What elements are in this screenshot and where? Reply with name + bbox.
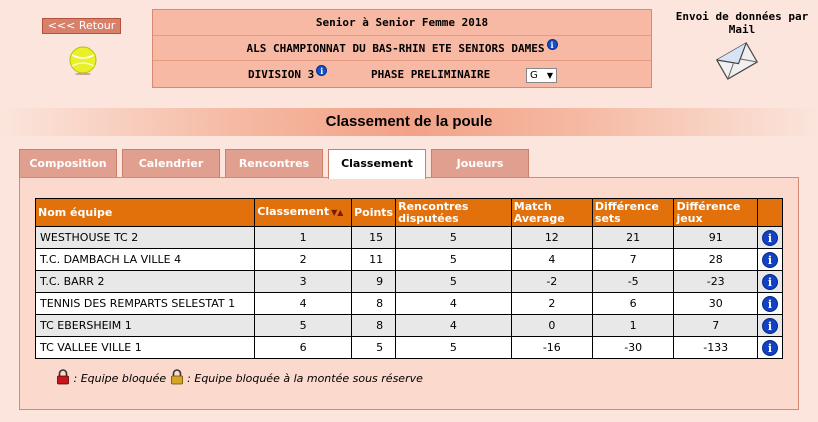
tab-calendrier[interactable]: Calendrier bbox=[122, 149, 220, 178]
sets-diff: -5 bbox=[592, 271, 674, 293]
tab-classement[interactable]: Classement bbox=[328, 149, 426, 179]
championship-name: ALS CHAMPIONNAT DU BAS-RHIN ETE SENIORS DAMES bbox=[246, 42, 545, 55]
phase-label: PHASE PRELIMINAIRE bbox=[371, 68, 491, 81]
points: 5 bbox=[352, 337, 396, 359]
section-title: Classement de la poule bbox=[0, 108, 818, 136]
sets-diff: 21 bbox=[592, 227, 674, 249]
table-row bbox=[36, 227, 783, 249]
sets-diff: 7 bbox=[592, 249, 674, 271]
match-average: 0 bbox=[511, 315, 592, 337]
header-info bbox=[757, 199, 782, 227]
match-average: -2 bbox=[511, 271, 592, 293]
legend-locked: : Equipe bloquée bbox=[73, 372, 167, 385]
played: 5 bbox=[396, 271, 512, 293]
lock-red-icon bbox=[56, 369, 70, 385]
points: 8 bbox=[352, 293, 396, 315]
match-average: 12 bbox=[511, 227, 592, 249]
table-row bbox=[36, 293, 783, 315]
team-info-icon[interactable]: i bbox=[762, 274, 778, 290]
played: 4 bbox=[396, 293, 512, 315]
tab-composition[interactable]: Composition bbox=[19, 149, 117, 178]
info-cell bbox=[757, 337, 782, 359]
info-cell bbox=[757, 249, 782, 271]
match-average: -16 bbox=[511, 337, 592, 359]
header-games-diff: Différence jeux bbox=[674, 199, 758, 227]
competition-title: Senior à Senior Femme 2018 bbox=[153, 14, 651, 36]
tab-rencontres[interactable]: Rencontres bbox=[225, 149, 323, 178]
info-cell bbox=[757, 227, 782, 249]
championship-row bbox=[153, 37, 651, 61]
team-info-icon[interactable]: i bbox=[762, 340, 778, 356]
team-name: WESTHOUSE TC 2 bbox=[36, 227, 255, 249]
played: 4 bbox=[396, 315, 512, 337]
mail-export[interactable] bbox=[672, 10, 812, 36]
table-header-row bbox=[36, 199, 783, 227]
header-played: Rencontres disputées bbox=[396, 199, 512, 227]
match-average: 4 bbox=[511, 249, 592, 271]
rank: 1 bbox=[255, 227, 352, 249]
sets-diff: 1 bbox=[592, 315, 674, 337]
sort-icon[interactable]: ▼▲ bbox=[331, 208, 344, 217]
sets-diff: 6 bbox=[592, 293, 674, 315]
games-diff: 30 bbox=[674, 293, 758, 315]
points: 9 bbox=[352, 271, 396, 293]
rank: 3 bbox=[255, 271, 352, 293]
games-diff: 28 bbox=[674, 249, 758, 271]
info-cell bbox=[757, 271, 782, 293]
legend-locked-promotion: : Equipe bloquée à la montée sous réserve bbox=[187, 372, 423, 385]
team-name: TC VALLEE VILLE 1 bbox=[36, 337, 255, 359]
points: 15 bbox=[352, 227, 396, 249]
tennis-ball-icon bbox=[68, 45, 98, 75]
games-diff: 7 bbox=[674, 315, 758, 337]
back-button[interactable]: <<< Retour bbox=[42, 18, 121, 34]
games-diff: -133 bbox=[674, 337, 758, 359]
header-sets-diff: Différence sets bbox=[592, 199, 674, 227]
info-cell bbox=[757, 315, 782, 337]
rank: 2 bbox=[255, 249, 352, 271]
rank: 6 bbox=[255, 337, 352, 359]
header-team: Nom équipe bbox=[36, 199, 255, 227]
match-average: 2 bbox=[511, 293, 592, 315]
team-info-icon[interactable]: i bbox=[762, 318, 778, 334]
division-label: DIVISION 3 i bbox=[248, 62, 327, 88]
rank: 4 bbox=[255, 293, 352, 315]
chevron-down-icon: ▼ bbox=[546, 71, 553, 80]
table-row bbox=[36, 249, 783, 271]
games-diff: 91 bbox=[674, 227, 758, 249]
team-name: TC EBERSHEIM 1 bbox=[36, 315, 255, 337]
legend bbox=[56, 369, 423, 385]
division-info-icon[interactable]: i bbox=[316, 65, 327, 76]
games-diff: -23 bbox=[674, 271, 758, 293]
mail-title: Envoi de données par Mail bbox=[675, 10, 809, 36]
envelope-icon[interactable] bbox=[714, 38, 760, 84]
played: 5 bbox=[396, 249, 512, 271]
points: 11 bbox=[352, 249, 396, 271]
team-info-icon[interactable]: i bbox=[762, 296, 778, 312]
standings-table bbox=[35, 198, 783, 359]
team-name: T.C. BARR 2 bbox=[36, 271, 255, 293]
sets-diff: -30 bbox=[592, 337, 674, 359]
header-points: Points bbox=[352, 199, 396, 227]
table-row bbox=[36, 315, 783, 337]
team-info-icon[interactable]: i bbox=[762, 252, 778, 268]
played: 5 bbox=[396, 337, 512, 359]
team-info-icon[interactable]: i bbox=[762, 230, 778, 246]
competition-header bbox=[152, 9, 652, 88]
lock-gold-icon bbox=[170, 369, 184, 385]
team-name: T.C. DAMBACH LA VILLE 4 bbox=[36, 249, 255, 271]
table-row bbox=[36, 337, 783, 359]
rank: 5 bbox=[255, 315, 352, 337]
header-match-average: Match Average bbox=[511, 199, 592, 227]
info-cell bbox=[757, 293, 782, 315]
table-row bbox=[36, 271, 783, 293]
division-row bbox=[153, 62, 651, 88]
tab-joueurs[interactable]: Joueurs bbox=[431, 149, 529, 178]
group-select[interactable]: G ▼ bbox=[526, 68, 557, 83]
played: 5 bbox=[396, 227, 512, 249]
team-name: TENNIS DES REMPARTS SELESTAT 1 bbox=[36, 293, 255, 315]
points: 8 bbox=[352, 315, 396, 337]
header-rank[interactable]: Classement ▼▲ bbox=[255, 199, 352, 227]
championship-info-icon[interactable]: i bbox=[547, 39, 558, 50]
